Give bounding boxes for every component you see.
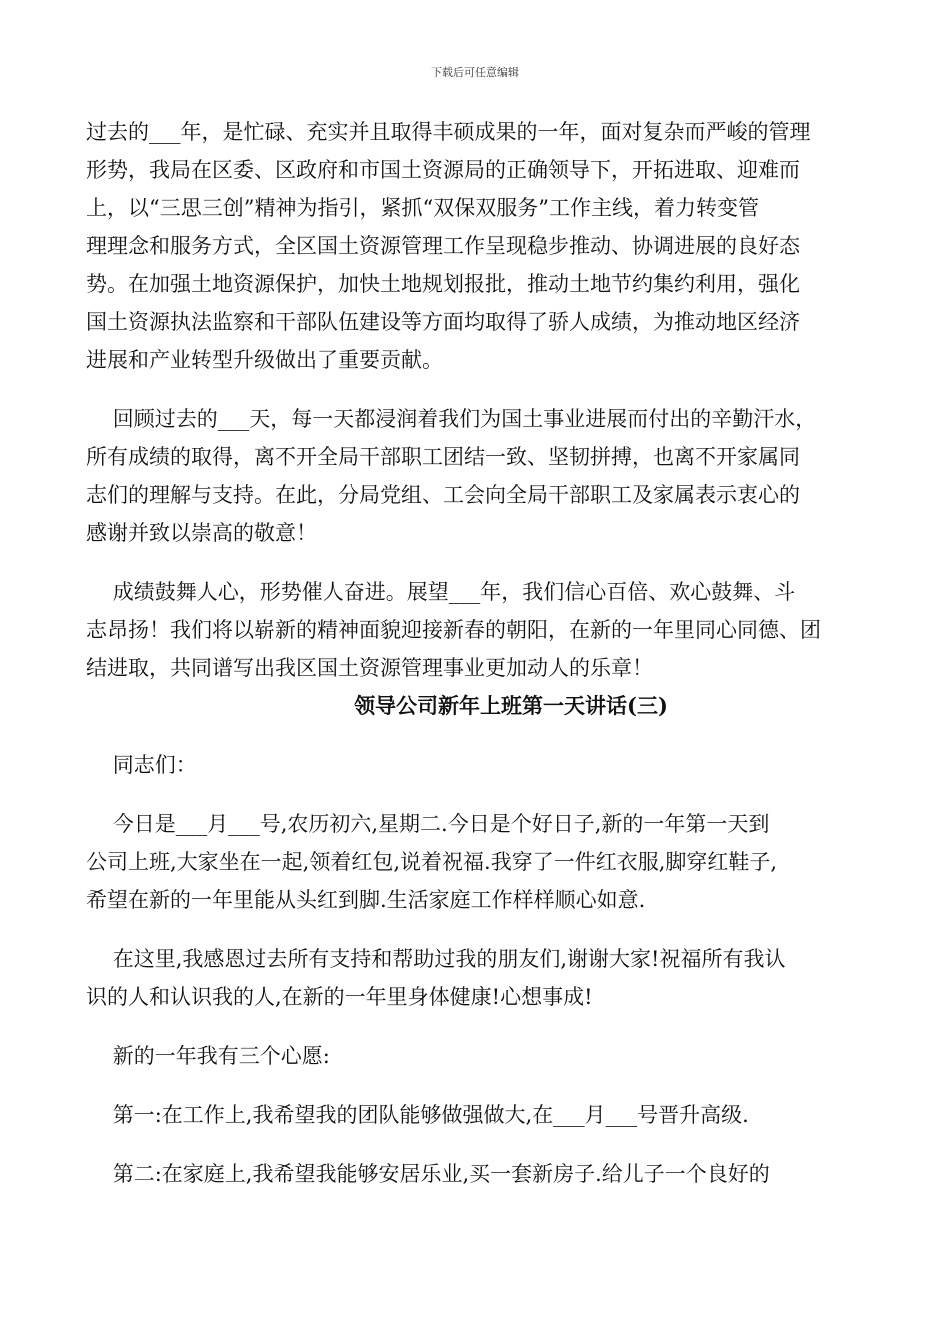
greeting: 同志们： bbox=[86, 753, 197, 777]
text-line: 过去的___年，是忙碌、充实并且取得丰硕成果的一年，面对复杂而严峻的管理 bbox=[86, 120, 811, 144]
text-line: 结进取，共同谱写出我区国土资源管理事业更加动人的乐章！ bbox=[86, 656, 653, 680]
paragraph-review-year bbox=[86, 113, 876, 379]
text-line: 理理念和服务方式，全区国土资源管理工作呈现稳步推动、协调进展的良好态 bbox=[86, 234, 800, 258]
text-line: 今日是___月___号,农历初六,星期二.今日是个好日子,新的一年第一天到 bbox=[86, 812, 770, 836]
wish-item-2: 第二:在家庭上,我希望我能够安居乐业,买一套新房子.给儿子一个良好的 bbox=[86, 1162, 770, 1186]
text-line: 志昂扬！我们将以崭新的精神面貌迎接新春的朝阳，在新的一年里同心同德、团 bbox=[86, 618, 821, 642]
text-line: 形势，我局在区委、区政府和市国土资源局的正确领导下，开拓进取、迎难而 bbox=[86, 158, 800, 182]
text-line: 公司上班,大家坐在一起,领着红包,说着祝福.我穿了一件红衣服,脚穿红鞋子, bbox=[86, 850, 778, 874]
text-line: 上，以“三思三创”精神为指引，紧抓“双保双服务”工作主线，着力转变管 bbox=[86, 196, 759, 220]
text-line: 在这里,我感恩过去所有支持和帮助过我的朋友们,谢谢大家!祝福所有我认 bbox=[86, 947, 786, 971]
section-title: 领导公司新年上班第一天讲话(三) bbox=[354, 693, 668, 718]
header-note: 下载后可任意编辑 bbox=[431, 66, 519, 79]
text-line: 国土资源执法监察和干部队伍建设等方面均取得了骄人成绩，为推动地区经济 bbox=[86, 310, 800, 334]
text-line: 感谢并致以崇高的敬意！ bbox=[86, 521, 317, 545]
paragraph-gratitude bbox=[86, 940, 876, 1016]
document-body bbox=[86, 113, 876, 1193]
wish-intro: 新的一年我有三个心愿: bbox=[86, 1044, 330, 1068]
text-line: 回顾过去的___天，每一天都浸润着我们为国土事业进展而付出的辛勤汗水， bbox=[86, 407, 817, 431]
text-line: 志们的理解与支持。在此，分局党组、工会向全局干部职工及家属表示衷心的 bbox=[86, 483, 800, 507]
text-line: 进展和产业转型升级做出了重要贡献。 bbox=[86, 348, 443, 372]
text-line: 势。在加强土地资源保护，加快土地规划报批，推动土地节约集约利用，强化 bbox=[86, 272, 800, 296]
wish-item-1: 第一:在工作上,我希望我的团队能够做强做大,在___月___号晋升高级. bbox=[86, 1103, 749, 1127]
text-line: 所有成绩的取得，离不开全局干部职工团结一致、坚韧拼搏，也离不开家属同 bbox=[86, 445, 800, 469]
text-line: 识的人和认识我的人,在新的一年里身体健康!心想事成! bbox=[86, 985, 593, 1009]
paragraph-thanks bbox=[86, 400, 876, 552]
text-line: 成绩鼓舞人心，形势催人奋进。展望___年，我们信心百倍、欢心鼓舞、斗 bbox=[86, 580, 796, 604]
paragraph-first-day bbox=[86, 805, 876, 919]
paragraph-outlook bbox=[86, 573, 876, 687]
text-line: 希望在新的一年里能从头红到脚.生活家庭工作样样顺心如意. bbox=[86, 888, 646, 912]
